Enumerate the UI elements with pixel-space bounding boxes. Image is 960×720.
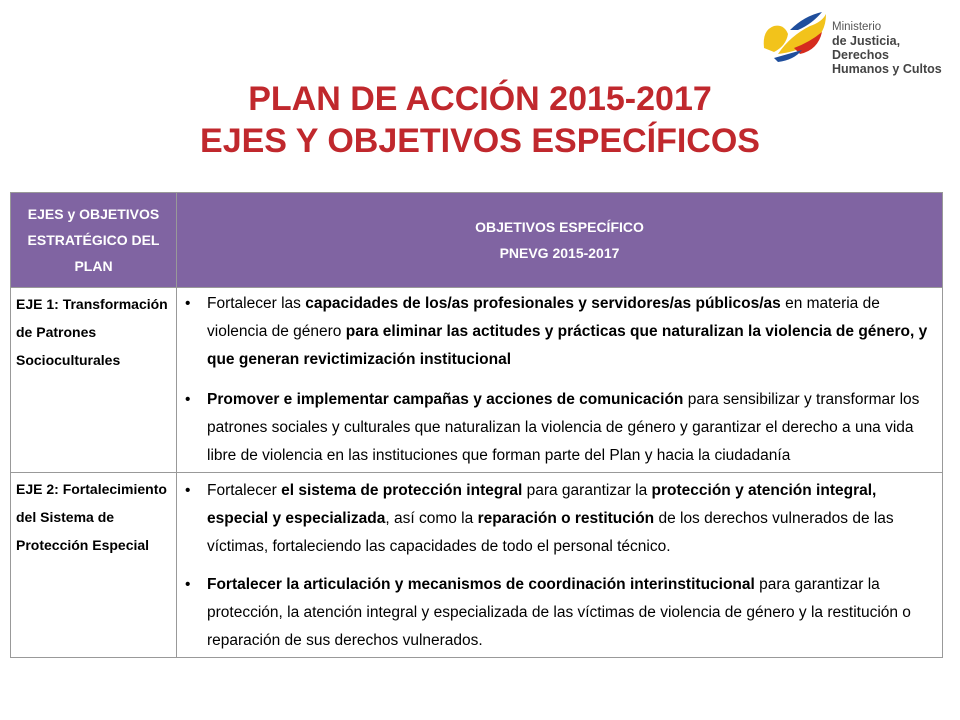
table-row [11, 288, 943, 473]
objective-text: Fortalecer [207, 482, 282, 499]
objective-text-bold: Promover e implementar campañas y acciones de comunicación [207, 391, 684, 408]
objective-text-bold: reparación o restitución [477, 510, 655, 527]
objective-text: , así como la [385, 510, 478, 527]
title-line1: PLAN DE ACCIÓN 2015-2017 [248, 80, 712, 118]
objective-text-bold: Fortalecer la articulación y mecanismos de coordinación interinstitucional [207, 576, 755, 593]
objectives-cell [177, 288, 943, 473]
objective-text-bold: el sistema de protección integral [281, 482, 523, 499]
objective-text: para garantizar la protección, la atención integral y especializada de las víctimas de violencia de género y la restitución o reparación de sus derechos vulnerados. [207, 576, 911, 649]
axis-cell: EJE 2: Fortalecimiento del Sistema de Protección Especial [11, 473, 177, 658]
header-objectives-line1: OBJETIVOS ESPECÍFICO [475, 219, 644, 235]
ministry-line2: de Justicia, Derechos [832, 34, 901, 62]
bullet-icon: • [185, 295, 191, 312]
objectives-list [177, 290, 942, 470]
objective-item [177, 477, 932, 561]
objective-text: de los derechos vulnerados de las víctimas, fortaleciendo las capacidades de todo el personal técnico. [207, 510, 894, 555]
header-axes: EJES y OBJETIVOS ESTRATÉGICO DEL PLAN [11, 193, 177, 288]
objectives-list [177, 477, 942, 655]
bullet-icon: • [185, 482, 191, 499]
page-title [0, 78, 960, 162]
ministry-name [832, 20, 956, 76]
objective-item [177, 571, 932, 655]
table-header-row [11, 193, 943, 288]
ministry-logo [760, 8, 956, 76]
title-line2: EJES Y OBJETIVOS ESPECÍFICOS [200, 122, 760, 160]
header-objectives [177, 193, 943, 288]
ministry-line1: Ministerio [832, 21, 882, 33]
objective-text-bold: protección y atención integral, especial y especializada [207, 482, 877, 527]
objective-text: para sensibilizar y transformar los patrones sociales y culturales que naturalizan la violencia de género y garantizar el derecho a una vida libre de violencia en las instituciones que forman parte del Plan y hacia la ciudadanía [207, 391, 920, 464]
axis-cell: EJE 1: Transformación de Patrones Socioculturales [11, 288, 177, 473]
objectives-cell [177, 473, 943, 658]
bullet-icon: • [185, 391, 191, 408]
objective-item [177, 386, 932, 470]
objective-text: para garantizar la [522, 482, 652, 499]
bullet-icon: • [185, 576, 191, 593]
objective-text-bold: capacidades de los/as profesionales y servidores/as públicos/as [305, 295, 781, 312]
objective-text: en materia de violencia de género [207, 295, 880, 340]
table-row [11, 473, 943, 658]
objective-item [177, 290, 932, 374]
ministry-line3: Humanos y Cultos [832, 62, 942, 76]
objective-text: Fortalecer las [207, 295, 306, 312]
ministry-emblem-icon [760, 8, 830, 68]
header-objectives-line2: PNEVG 2015-2017 [499, 245, 620, 261]
plan-table [10, 192, 943, 658]
objective-text-bold: para eliminar las actitudes y prácticas que naturalizan la violencia de género, y que generan revictimización institucional [207, 323, 928, 368]
